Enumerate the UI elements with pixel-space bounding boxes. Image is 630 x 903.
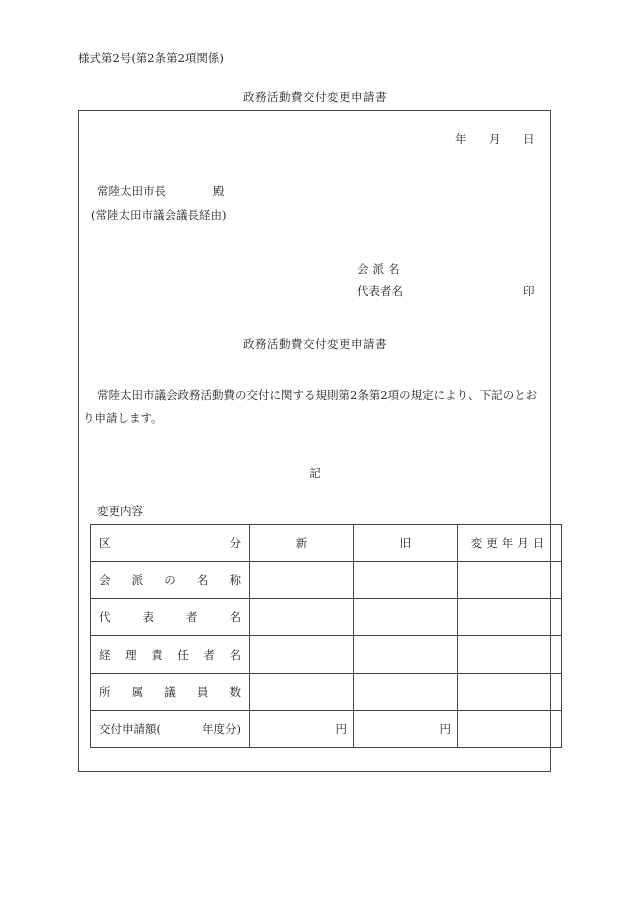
amount-row bbox=[91, 710, 562, 747]
row-label-text bbox=[99, 609, 241, 625]
table-row bbox=[91, 636, 562, 673]
table-row bbox=[91, 562, 562, 599]
row-label-text bbox=[99, 572, 241, 588]
new-amount-cell[interactable] bbox=[250, 710, 354, 747]
table-row bbox=[91, 673, 562, 710]
old-cell[interactable] bbox=[354, 599, 458, 636]
row-label bbox=[91, 562, 250, 599]
new-cell[interactable] bbox=[250, 599, 354, 636]
row-label bbox=[91, 599, 250, 636]
date-day: 日 bbox=[523, 132, 535, 146]
header-category-right: 分 bbox=[229, 536, 241, 551]
row-label-text bbox=[99, 684, 241, 700]
via-note: (常陸太田市議会議長経由) bbox=[91, 208, 227, 222]
header-category-left: 区 bbox=[99, 536, 111, 551]
label-char: 名 bbox=[196, 573, 209, 588]
yen-unit: 円 bbox=[335, 721, 347, 736]
table-header-row bbox=[91, 525, 562, 562]
document-title: 政務活動費交付変更申請書 bbox=[243, 90, 387, 104]
label-char: 者 bbox=[203, 647, 215, 662]
label-char: 会 bbox=[99, 573, 111, 588]
label-char: 員 bbox=[196, 684, 209, 699]
addressee: 常陸太田市長 bbox=[97, 184, 166, 198]
table-row bbox=[91, 599, 562, 636]
old-cell[interactable] bbox=[354, 562, 458, 599]
row-label bbox=[91, 673, 250, 710]
ki-heading: 記 bbox=[309, 466, 321, 480]
old-amount-cell[interactable] bbox=[354, 710, 458, 747]
label-char: 名 bbox=[229, 647, 241, 662]
date-cell[interactable] bbox=[458, 710, 562, 747]
amount-row-label bbox=[91, 710, 250, 747]
label-char: 名 bbox=[229, 610, 241, 625]
header-old: 旧 bbox=[354, 525, 458, 562]
body-text: 常陸太田市議会政務活動費の交付に関する規則第2条第2項の規定により、下記のとおり申請します。 bbox=[83, 388, 538, 425]
old-cell[interactable] bbox=[354, 673, 458, 710]
kaiha-label: 会派名 bbox=[357, 262, 404, 276]
row-label-text bbox=[99, 647, 241, 663]
label-char: 数 bbox=[229, 684, 241, 699]
date-cell[interactable] bbox=[458, 562, 562, 599]
seal-mark: 印 bbox=[523, 284, 535, 298]
label-char: 理 bbox=[125, 647, 137, 662]
label-char: 所 bbox=[99, 684, 111, 699]
date-month: 月 bbox=[489, 132, 501, 146]
change-heading: 変更内容 bbox=[97, 504, 143, 518]
new-cell[interactable] bbox=[250, 673, 354, 710]
date-cell[interactable] bbox=[458, 636, 562, 673]
date-year: 年 bbox=[455, 132, 467, 146]
new-cell[interactable] bbox=[250, 562, 354, 599]
label-char: 称 bbox=[229, 573, 241, 588]
header-new: 新 bbox=[250, 525, 354, 562]
label-char: 任 bbox=[177, 647, 189, 662]
inner-title: 政務活動費交付変更申請書 bbox=[243, 337, 387, 351]
label-char: 派 bbox=[131, 573, 144, 588]
label-char: 議 bbox=[164, 684, 176, 699]
label-char: の bbox=[164, 573, 176, 588]
form-number: 様式第2号(第2条第2項関係) bbox=[78, 51, 224, 65]
representative-label: 代表者名 bbox=[357, 284, 403, 298]
header-change-date-label: 変更年月日 bbox=[470, 536, 549, 551]
new-cell[interactable] bbox=[250, 636, 354, 673]
label-char: 表 bbox=[142, 610, 154, 625]
header-change-date bbox=[458, 525, 562, 562]
yen-unit: 円 bbox=[439, 721, 451, 736]
label-char: 責 bbox=[151, 647, 163, 662]
amount-label-prefix: 交付申請額( bbox=[99, 721, 161, 736]
honorific: 殿 bbox=[213, 184, 225, 198]
label-char: 代 bbox=[99, 610, 111, 625]
row-label bbox=[91, 636, 250, 673]
amount-label-suffix: 年度分) bbox=[202, 721, 241, 736]
label-char: 者 bbox=[186, 610, 198, 625]
label-char: 経 bbox=[99, 647, 111, 662]
label-char: 属 bbox=[131, 684, 144, 699]
header-category bbox=[91, 525, 250, 562]
old-cell[interactable] bbox=[354, 636, 458, 673]
date-cell[interactable] bbox=[458, 599, 562, 636]
date-cell[interactable] bbox=[458, 673, 562, 710]
change-table bbox=[90, 524, 562, 748]
